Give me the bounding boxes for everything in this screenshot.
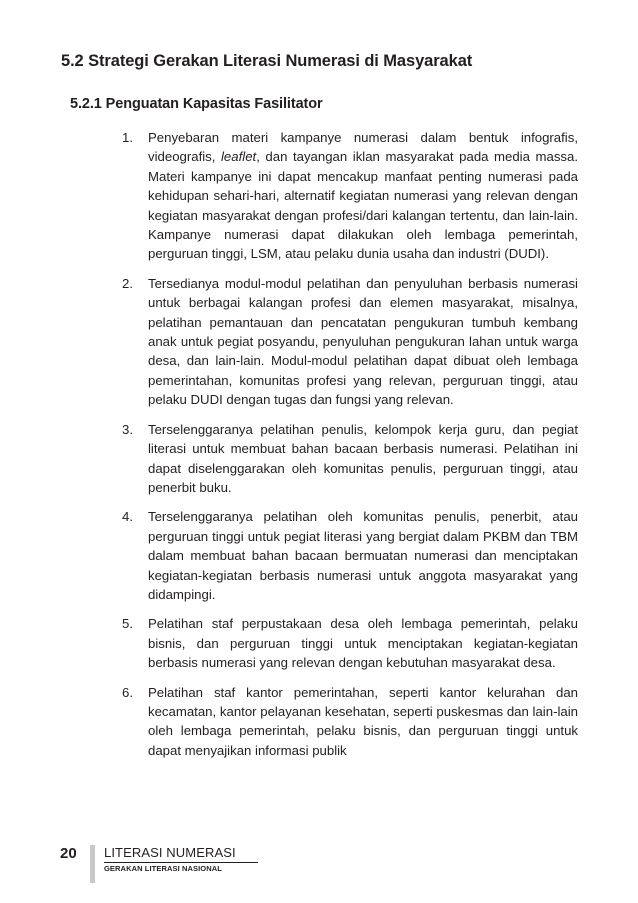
list-item-text: Pelatihan staf perpustakaan desa oleh lembaga pemerintah, pelaku bisnis, dan perguruan tinggi untuk menciptakan kegiatan-kegiatan berbasis numerasi yang relevan dengan kebutuhan masyarakat desa.: [148, 616, 578, 671]
list-item: [122, 128, 578, 264]
list-item-number: 5.: [122, 616, 133, 632]
list-item-number: 1.: [122, 130, 133, 145]
list-item-text: Tersedianya modul-modul pelatihan dan penyuluhan berbasis numerasi untuk berbagai kalangan profesi dan elemen masyarakat, misalnya, pelatihan pemantauan dan pencatatan pengukuran tumbuh kembang anak untuk pegiat posyandu, penyuluhan pengukuran lahan untuk warga desa, dan lain-lain. Modul-modul pelatihan dapat dibuat oleh lembaga pemerintahan, komunitas profesi yang relevan, perguruan tinggi, atau pelaku DUDI dengan tugas dan fungsi yang relevan.: [148, 275, 578, 408]
list-item-text: Terselenggaranya pelatihan oleh komunitas penulis, penerbit, atau perguruan tinggi untuk pegiat literasi yang bergiat dalam PKBM dan TBM dalam membuat bahan bacaan bermuatan numerasi dan menciptakan kegiatan-kegiatan berbasis numerasi untuk anggota masyarakat yang didampingi.: [148, 509, 578, 602]
footer-divider-bar: [90, 845, 95, 883]
list-item-text: Terselenggaranya pelatihan penulis, kelompok kerja guru, dan pegiat literasi untuk membuat bahan bacaan berbasis numerasi. Pelatihan ini dapat diselenggarakan oleh komunitas penulis, perguruan tinggi, atau penerbit buku.: [148, 421, 578, 495]
page-footer: [60, 845, 260, 885]
list-item-text-part: Penyebaran materi kampanye numerasi dalam bentuk infografis, videografis,: [148, 130, 578, 165]
footer-book-subtitle: GERAKAN LITERASI NASIONAL: [104, 864, 222, 873]
strategy-list: [122, 128, 578, 770]
subsection-title: 5.2.1 Penguatan Kapasitas Fasilitator: [70, 96, 323, 112]
list-item: [122, 420, 578, 498]
list-item-number: 6.: [122, 684, 133, 700]
list-item-text: [148, 128, 578, 264]
list-item-number: 2.: [122, 275, 133, 291]
list-item: [122, 274, 578, 410]
list-item: [122, 614, 578, 672]
list-item: [122, 683, 578, 761]
list-item-number: 3.: [122, 421, 133, 437]
footer-rule: [104, 862, 258, 863]
footer-book-title: LITERASI NUMERASI: [104, 845, 236, 860]
section-title: 5.2 Strategi Gerakan Literasi Numerasi di Masyarakat: [61, 52, 473, 70]
list-item-italic-term: leaflet: [221, 149, 257, 165]
list-item: [122, 507, 578, 604]
list-item-text-part: , dan tayangan iklan masyarakat pada media massa. Materi kampanye ini dapat mencakup manfaat penting numerasi pada kehidupan sehari-hari, alternatif kegiatan numerasi yang relevan dengan kegiatan masyarakat dengan profesi/dari kalangan tertentu, dan lain-lain. Kampanye numerasi dapat dilakukan oleh lembaga pemerintah, perguruan tinggi, LSM, atau pelaku dunia usaha dan industri (DUDI).: [148, 149, 579, 262]
list-item-number: 4.: [122, 509, 133, 525]
list-item-text: Pelatihan staf kantor pemerintahan, seperti kantor kelurahan dan kecamatan, kantor pelayanan kesehatan, seperti puskesmas dan lain-lain oleh lembaga pemerintah, pelaku bisnis, dan perguruan tinggi untuk dapat menyajikan informasi publik: [148, 684, 578, 758]
page-number: 20: [60, 845, 77, 862]
